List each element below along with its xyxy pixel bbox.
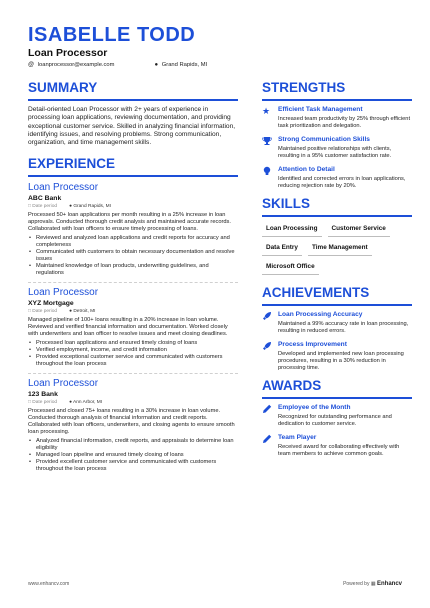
left-column	[28, 80, 238, 473]
enhancv-logo-icon: ▦	[370, 581, 376, 587]
award-title: Team Player	[278, 434, 317, 441]
award-item	[262, 404, 412, 428]
summary-rule	[28, 99, 238, 101]
strength-title: Strong Communication Skills	[278, 136, 370, 143]
lightbulb-icon	[262, 166, 273, 190]
achievement-item	[262, 311, 412, 335]
footer-powered: Powered by ▦ Enhancv	[343, 581, 402, 587]
list-item: • Reviewed and analyzed loan applications and credit reports for accuracy and completeness	[28, 235, 238, 249]
job-meta	[28, 309, 238, 314]
skill-tag: Time Management	[308, 241, 372, 256]
job-description: Managed pipeline of 100+ loans resulting in a 20% increase in loan volume. Reviewed and verified financial information and documentation. Worked closely with underwriters and loan officer to resolve issues and meet closing deadlines.	[28, 317, 228, 338]
experience-title: EXPERIENCE	[28, 156, 116, 172]
job-date: □ Date period	[28, 204, 58, 210]
skills-rule	[262, 215, 412, 217]
award-item	[262, 434, 412, 458]
footer-brand: Enhancv	[376, 581, 402, 587]
list-item: • Verified employment, income, and credit information	[28, 347, 238, 354]
job-entry	[28, 182, 238, 277]
job-date: □ Date period	[28, 400, 58, 406]
strength-title: Efficient Task Management	[278, 106, 363, 113]
location-text: Grand Rapids, MI	[161, 62, 208, 68]
skill-tag: Customer Service	[328, 222, 390, 237]
job-meta	[28, 204, 238, 209]
job-location: ● Grand Rapids, MI	[69, 204, 111, 210]
experience-rule	[28, 175, 238, 177]
summary-text: Detail-oriented Loan Processor with 2+ years of experience in processing loan applications, reviewing documentation, and providing exceptional customer service. Skilled in analyzing financial information, identifying issues, and resolving problems. Strong communication, organization, and time management skills.	[28, 106, 236, 147]
job-entry	[28, 378, 238, 473]
achievement-title: Loan Processing Accuracy	[278, 311, 363, 318]
rocket-icon	[262, 341, 273, 372]
list-item: • Processed loan applications and ensured timely closing of loans	[28, 340, 238, 347]
award-desc: Received award for collaborating effectively with team members to achieve common goals.	[278, 444, 400, 457]
footer-website[interactable]: www.enhancv.com	[28, 581, 70, 587]
job-title: Loan Processor	[28, 182, 99, 194]
skill-tag: Microsoft Office	[262, 260, 319, 275]
candidate-role: Loan Processor	[28, 47, 108, 59]
strengths-rule	[262, 99, 412, 101]
job-bullets	[28, 438, 238, 473]
list-item: • Managed loan pipeline and ensured timely closing of loans	[28, 452, 238, 459]
job-company: XYZ Mortgage	[28, 300, 74, 308]
job-bullets	[28, 235, 238, 277]
strength-item	[262, 106, 412, 130]
strength-item	[262, 136, 412, 160]
achievement-desc: Developed and implemented new loan processing procedures, resulting in a 30% reduction in processing time.	[278, 351, 404, 371]
achievement-desc: Maintained a 99% accuracy rate in loan processing, resulting in reduced errors.	[278, 321, 409, 334]
strength-desc: Increased team productivity by 25% through efficient task prioritization and delegation.	[278, 116, 411, 129]
page-footer	[28, 581, 402, 587]
job-location: ● Detroit, MI	[69, 309, 96, 315]
location-pin-icon: ●	[69, 309, 72, 315]
contact-row	[28, 62, 408, 68]
calendar-icon: □	[28, 204, 31, 210]
job-title: Loan Processor	[28, 378, 99, 390]
skills-list	[262, 222, 412, 279]
job-date: □ Date period	[28, 309, 58, 315]
job-meta	[28, 400, 238, 405]
calendar-icon: □	[28, 309, 31, 315]
location-pin-icon: ●	[69, 400, 72, 406]
job-bullets	[28, 340, 238, 368]
skill-tag: Data Entry	[262, 241, 302, 256]
job-description: Processed and closed 75+ loans resulting in a 30% increase in loan volume. Conducted thorough analysis of financial information and credit reports. Collaborated with loan officers, underwriters, and closing agents to ensure smooth loan processing.	[28, 408, 235, 436]
strength-desc: Identified and corrected errors in loan applications, reducing rejection rate by 20%.	[278, 176, 406, 189]
trophy-icon	[262, 136, 273, 160]
pen-icon	[262, 434, 273, 458]
resume-header	[28, 24, 408, 68]
location-pin-icon: ●	[69, 204, 72, 210]
email-text: loanprocessor@example.com	[37, 62, 115, 68]
strength-title: Attention to Detail	[278, 166, 335, 173]
right-column	[262, 80, 412, 464]
strength-desc: Maintained positive relationships with clients, resulting in a 95% customer satisfaction rate.	[278, 146, 392, 159]
job-location: ● Ann Arbor, MI	[69, 400, 103, 406]
achievements-rule	[262, 304, 412, 306]
location-pin-icon: ●	[154, 62, 159, 68]
award-desc: Recognized for outstanding performance and dedication to customer service.	[278, 414, 392, 427]
achievements-title: ACHIEVEMENTS	[262, 285, 370, 300]
list-item: • Communicated with customers to obtain necessary documentation and resolve issues	[28, 249, 238, 263]
at-icon: @	[28, 62, 35, 68]
job-divider	[28, 373, 238, 374]
location-block	[155, 62, 208, 68]
achievement-item	[262, 341, 412, 372]
email-block	[28, 62, 115, 68]
achievement-title: Process Improvement	[278, 341, 347, 348]
list-item: • Analyzed financial information, credit reports, and appraisals to determine loan eligibility	[28, 438, 238, 452]
awards-rule	[262, 397, 412, 399]
job-title: Loan Processor	[28, 287, 99, 299]
job-company: 123 Bank	[28, 391, 58, 399]
summary-title: SUMMARY	[28, 80, 98, 95]
list-item: • Maintained knowledge of loan products, underwriting guidelines, and regulations	[28, 263, 238, 277]
job-description: Processed 50+ loan applications per month resulting in a 25% increase in loan approvals. Conducted thorough credit analysis and maintained accurate records. Collaborated with loan officers to ensure timely processing of loans.	[28, 212, 231, 233]
pen-icon	[262, 404, 273, 428]
strengths-title: STRENGTHS	[262, 80, 346, 95]
award-title: Employee of the Month	[278, 404, 351, 411]
calendar-icon: □	[28, 400, 31, 406]
skills-title: SKILLS	[262, 196, 311, 211]
job-divider	[28, 282, 238, 283]
rocket-icon	[262, 311, 273, 335]
star-icon: ★	[262, 106, 271, 116]
job-entry	[28, 287, 238, 368]
list-item: • Provided exceptional customer service and communicated with customers throughout the loan process	[28, 354, 238, 368]
awards-title: AWARDS	[262, 378, 322, 393]
job-company: ABC Bank	[28, 195, 62, 203]
strength-item	[262, 166, 412, 190]
list-item: • Provided excellent customer service and communicated with customers throughout the loan process	[28, 459, 238, 473]
skill-tag: Loan Processing	[262, 222, 322, 237]
candidate-name: ISABELLE TODD	[28, 24, 196, 46]
